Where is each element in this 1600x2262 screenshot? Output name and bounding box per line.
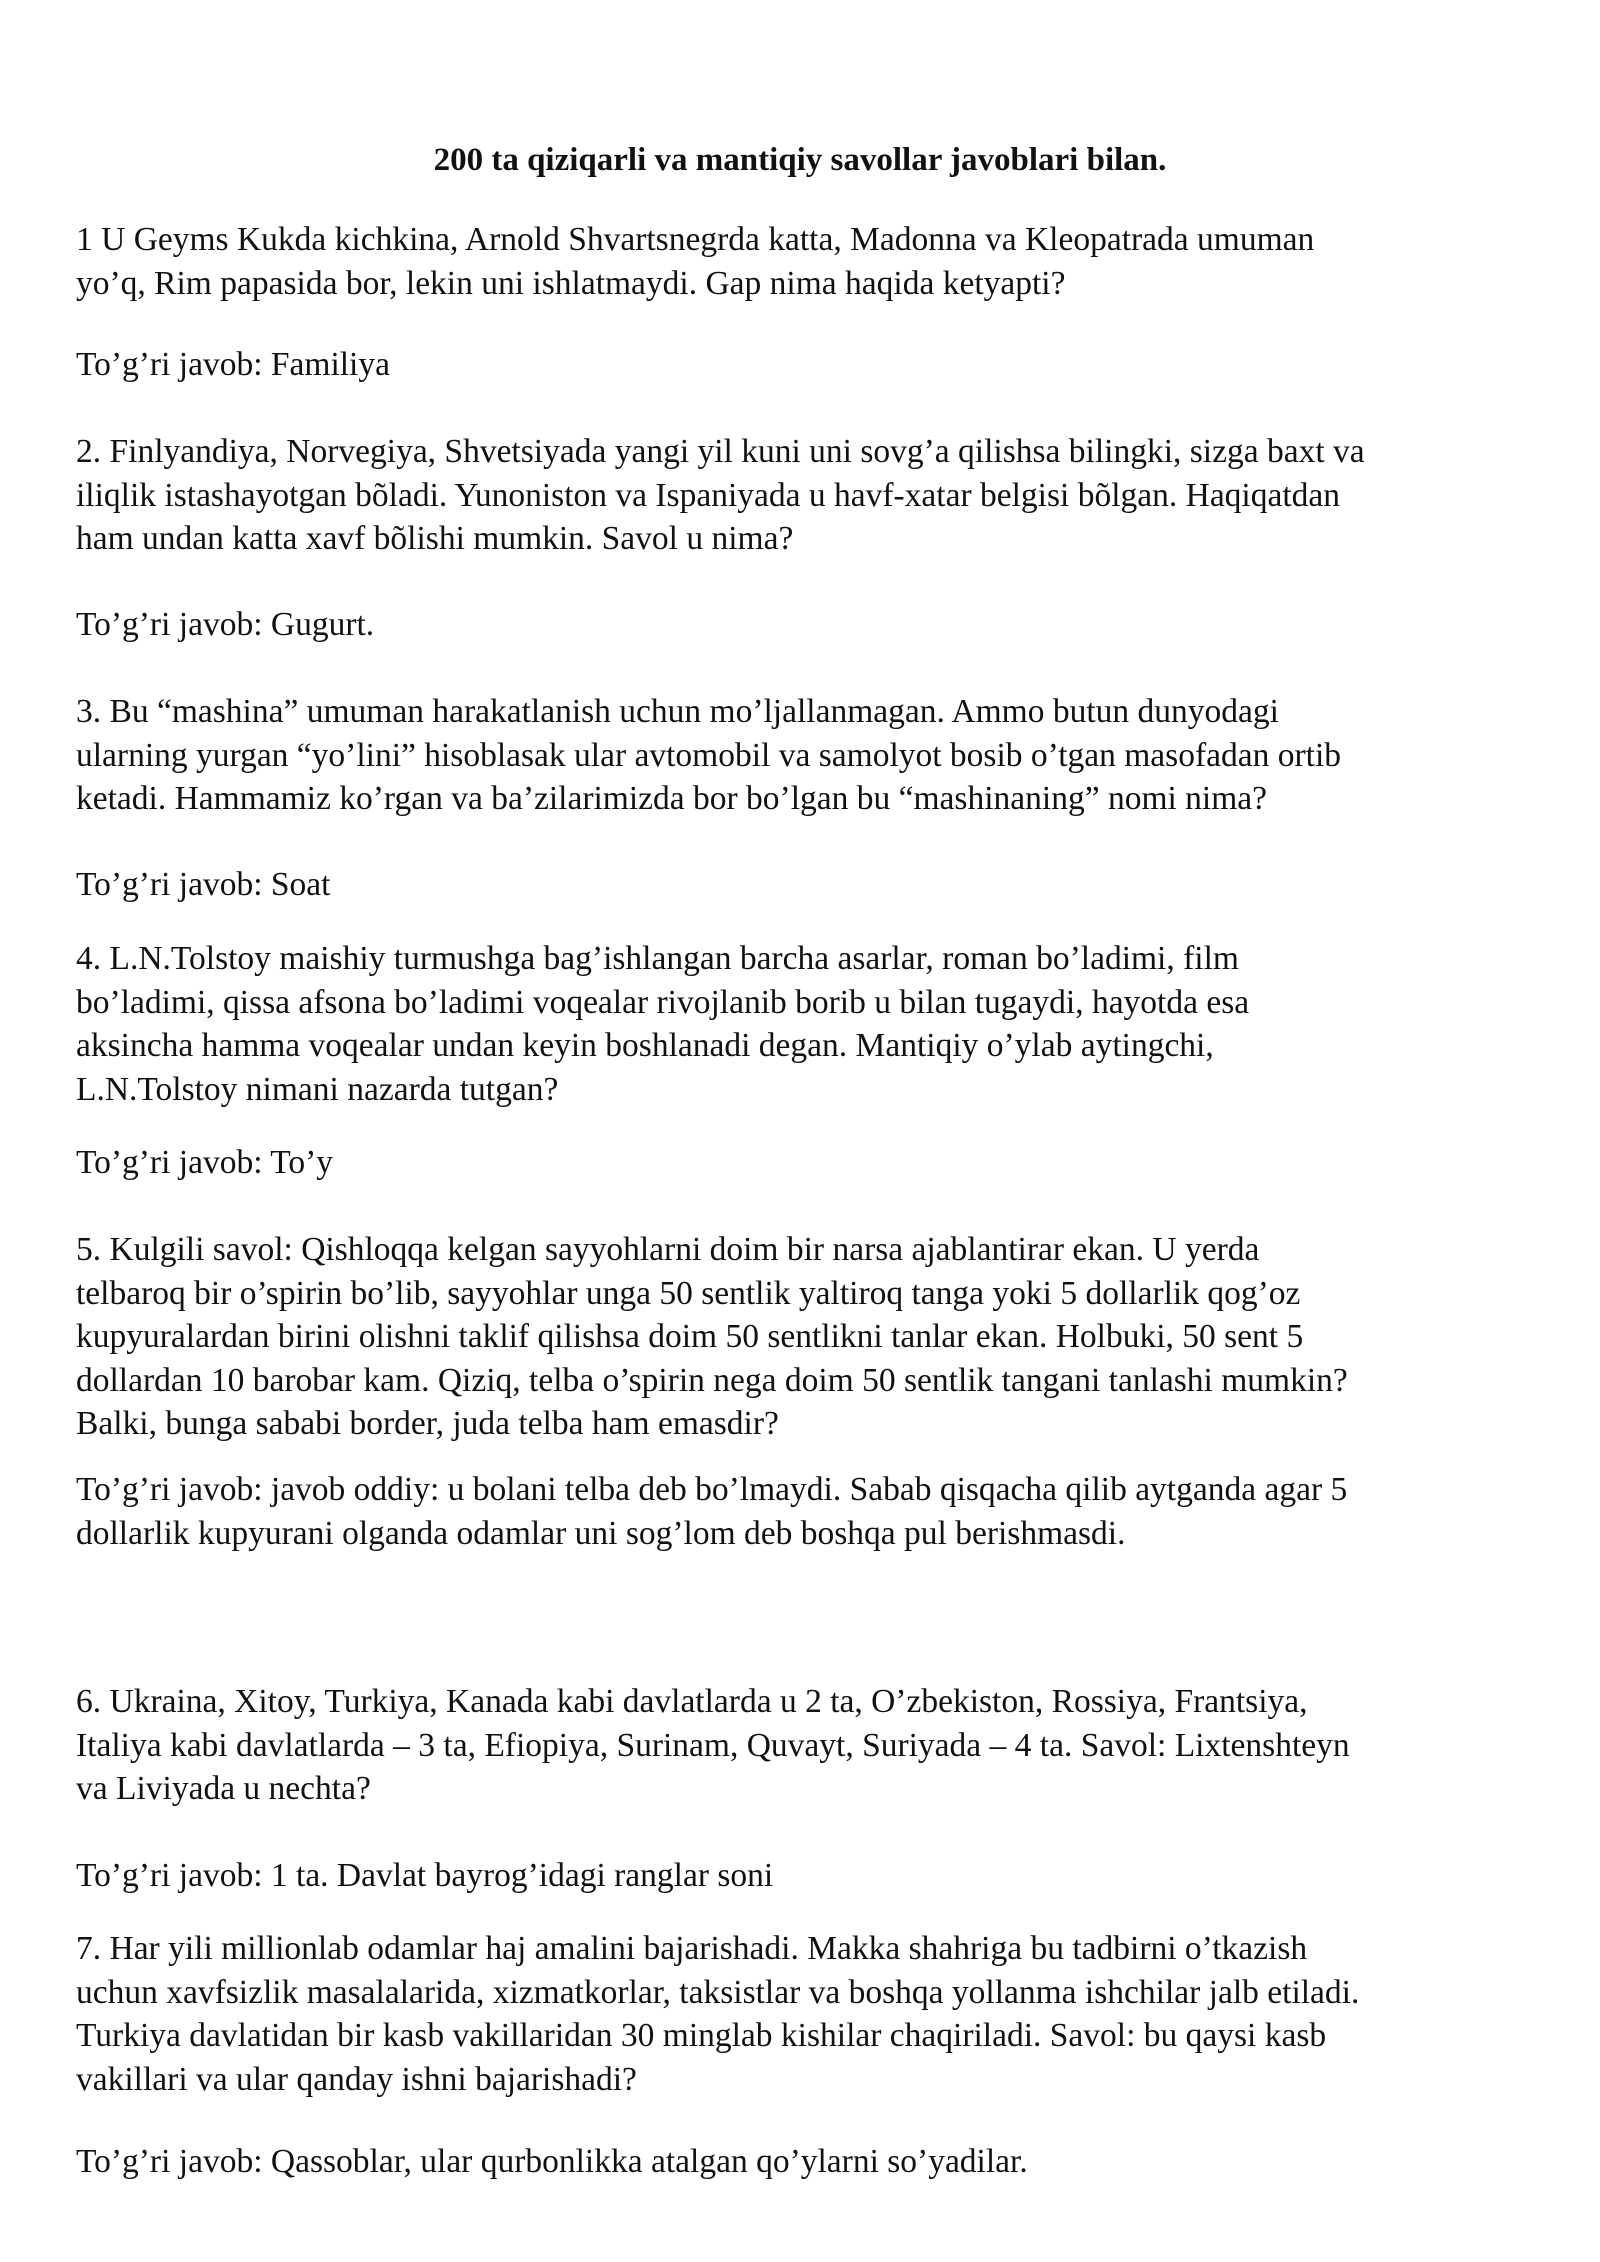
question-paragraph — [76, 430, 1536, 561]
text-line: uchun xavfsizlik masalalarida, xizmatkorlar, taksistlar va boshqa yollanma ishchilar jalb etiladi. — [76, 1973, 1360, 2011]
answer-paragraph — [76, 863, 1536, 907]
answer-paragraph — [76, 603, 1536, 647]
text-line: ularning yurgan “yo’lini” hisoblasak ular avtomobil va samolyot bosib o’tgan masofadan ortib — [76, 736, 1342, 774]
text-line: To’g’ri javob: Soat — [76, 866, 331, 903]
question-paragraph — [76, 1927, 1536, 2101]
question-paragraph — [76, 937, 1536, 1111]
text-line: To’g’ri javob: Qassoblar, ular qurbonlikka atalgan qo’ylarni so’yadilar. — [76, 2143, 1028, 2180]
text-line: aksincha hamma voqealar undan keyin boshlanadi degan. Mantiqiy o’ylab aytingchi, — [76, 1027, 1214, 1064]
text-line: 5. Kulgili savol: Qishloqqa kelgan sayyohlarni doim bir narsa ajablantirar ekan. U yerda — [76, 1231, 1260, 1268]
text-line: ketadi. Hammamiz ko’rgan va ba’zilarimizda bor bo’lgan bu “mashinaning” nomi nima? — [76, 780, 1268, 817]
answer-paragraph — [76, 343, 1536, 387]
answer-paragraph — [76, 1141, 1536, 1185]
text-line: telbaroq bir o’spirin bo’lib, sayyohlar unga 50 sentlik yaltiroq tanga yoki 5 dollarlik qog’oz — [76, 1274, 1301, 1312]
text-line: 3. Bu “mashina” umuman harakatlanish uchun mo’ljallanmagan. Ammo butun dunyodagi — [76, 693, 1279, 730]
question-paragraph — [76, 218, 1536, 305]
text-line: dollardan 10 barobar kam. Qiziq, telba o’spirin nega doim 50 sentlik tangani tanlashi mumkin? — [76, 1361, 1348, 1399]
text-line: va Liviyada u nechta? — [76, 1770, 371, 1807]
text-line: ham undan katta xavf bõlishi mumkin. Savol u nima? — [76, 520, 794, 557]
text-line: 1 U Geyms Kukda kichkina, Arnold Shvartsnegrda katta, Madonna va Kleopatrada umuman — [76, 221, 1315, 258]
text-line: Balki, bunga sababi border, juda telba ham emasdir? — [76, 1405, 779, 1442]
text-line: Italiya kabi davlatlarda – 3 ta, Efiopiya, Surinam, Quvayt, Suriyada – 4 ta. Savol: Lixtenshteyn — [76, 1726, 1350, 1764]
question-paragraph — [76, 1680, 1536, 1811]
text-line: bo’ladimi, qissa afsona bo’ladimi voqealar rivojlanib borib u bilan tugaydi, hayotda esa — [76, 983, 1250, 1021]
text-line: To’g’ri javob: Gugurt. — [76, 606, 375, 643]
text-line: To’g’ri javob: Familiya — [76, 346, 390, 383]
question-paragraph — [76, 1228, 1536, 1446]
text-line: L.N.Tolstoy nimani nazarda tutgan? — [76, 1070, 559, 1108]
text-line: 7. Har yili millionlab odamlar haj amalini bajarishadi. Makka shahriga bu tadbirni o’tkazish — [76, 1930, 1308, 1967]
text-line: yo’q, Rim papasida bor, lekin uni ishlatmaydi. Gap nima haqida ketyapti? — [76, 264, 1066, 302]
text-line: To’g’ri javob: javob oddiy: u bolani telba deb bo’lmaydi. Sabab qisqacha qilib aytganda agar 5 — [76, 1471, 1348, 1508]
question-paragraph — [76, 690, 1536, 821]
text-line: 2. Finlyandiya, Norvegiya, Shvetsiyada yangi yil kuni uni sovg’a qilishsa bilingki, sizga baxt va — [76, 433, 1365, 470]
text-line: 4. L.N.Tolstoy maishiy turmushga bag’ishlangan barcha asarlar, roman bo’ladimi, film — [76, 940, 1239, 977]
text-line: kupyuralardan birini olishni taklif qilishsa doim 50 sentlikni tanlar ekan. Holbuki, 50 sent 5 — [76, 1318, 1304, 1355]
text-line: dollarlik kupyurani olganda odamlar uni sog’lom deb boshqa pul berishmasdi. — [76, 1514, 1126, 1552]
answer-paragraph — [76, 2140, 1536, 2184]
text-line: Turkiya davlatidan bir kasb vakillaridan 30 minglab kishilar chaqiriladi. Savol: bu qaysi kasb — [76, 2017, 1327, 2054]
answer-paragraph — [76, 1854, 1536, 1898]
text-line: To’g’ri javob: 1 ta. Davlat bayrog’idagi ranglar soni — [76, 1857, 774, 1894]
text-line: To’g’ri javob: To’y — [76, 1144, 334, 1181]
text-line: 6. Ukraina, Xitoy, Turkiya, Kanada kabi davlatlarda u 2 ta, O’zbekiston, Rossiya, Frantsiya, — [76, 1683, 1308, 1720]
answer-paragraph — [76, 1468, 1536, 1555]
text-line: iliqlik istashayotgan bõladi. Yunoniston va Ispaniyada u havf-xatar belgisi bõlgan. Haqiqatdan — [76, 476, 1341, 514]
document-title: 200 ta qiziqarli va mantiqiy savollar javoblari bilan. — [433, 142, 1167, 178]
text-line: vakillari va ular qanday ishni bajarishadi? — [76, 2060, 637, 2098]
